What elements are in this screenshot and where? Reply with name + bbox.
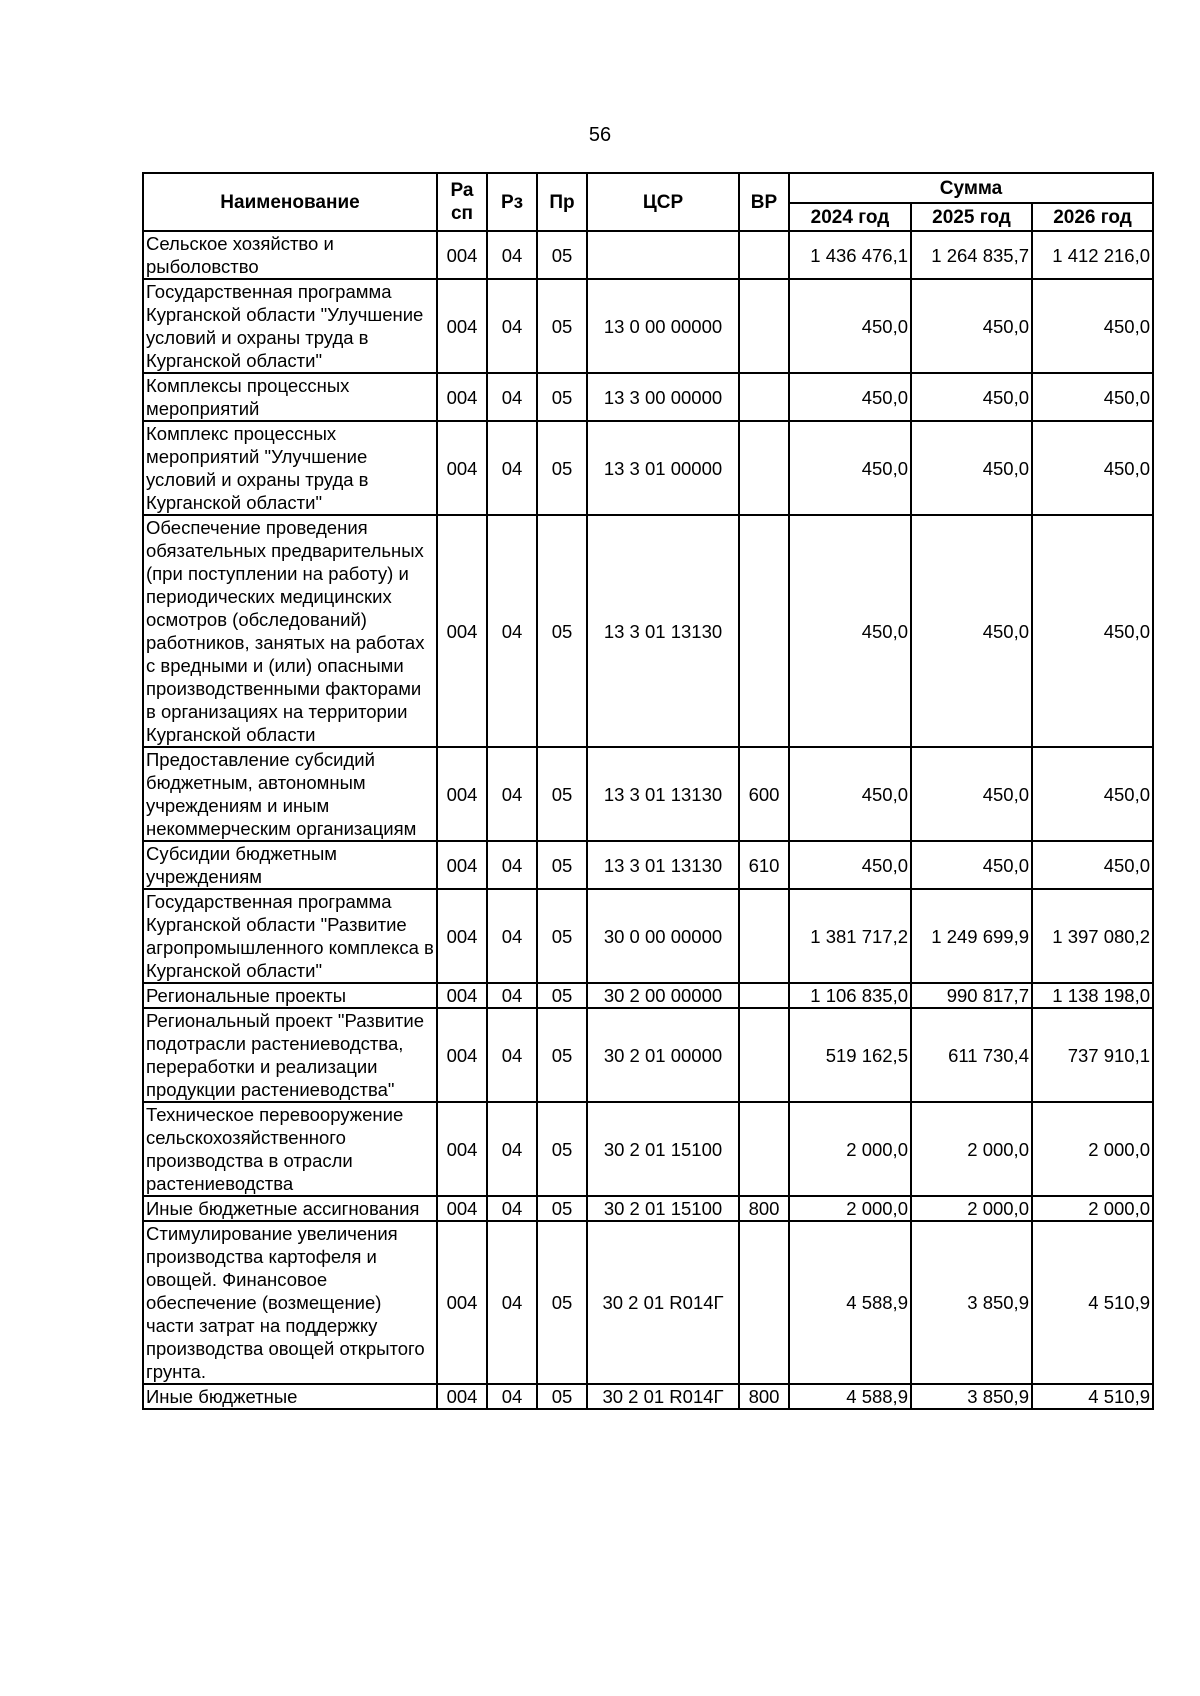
row-name: Стимулирование увеличения производства картофеля и овощей. Финансовое обеспечение (возмещение) части затрат на поддержку производства овощей открытого грунта.	[143, 1221, 437, 1384]
row-pr: 05	[537, 1008, 587, 1102]
header-2025: 2025 год	[911, 203, 1032, 231]
row-vr	[739, 279, 789, 373]
row-pr: 05	[537, 421, 587, 515]
row-sum-2026: 2 000,0	[1032, 1102, 1153, 1196]
row-sum-2024: 450,0	[789, 515, 911, 747]
row-csr: 30 2 01 15100	[587, 1102, 739, 1196]
row-vr: 610	[739, 841, 789, 889]
row-rasp: 004	[437, 1008, 487, 1102]
table-row	[143, 373, 1153, 421]
row-csr: 30 2 01 00000	[587, 1008, 739, 1102]
row-rasp: 004	[437, 889, 487, 983]
header-csr: ЦСР	[587, 173, 739, 231]
header-rasp: Ра сп	[437, 173, 487, 231]
row-sum-2024: 450,0	[789, 841, 911, 889]
row-rz: 04	[487, 747, 537, 841]
row-sum-2026: 4 510,9	[1032, 1221, 1153, 1384]
row-sum-2026: 450,0	[1032, 279, 1153, 373]
table-row	[143, 889, 1153, 983]
row-pr: 05	[537, 983, 587, 1008]
row-pr: 05	[537, 1384, 587, 1409]
row-rasp: 004	[437, 1196, 487, 1221]
row-name: Иные бюджетные	[143, 1384, 437, 1409]
row-rz: 04	[487, 1196, 537, 1221]
row-vr	[739, 421, 789, 515]
row-vr	[739, 889, 789, 983]
row-csr: 30 0 00 00000	[587, 889, 739, 983]
row-csr: 30 2 01 R014Г	[587, 1221, 739, 1384]
table-row	[143, 841, 1153, 889]
row-pr: 05	[537, 515, 587, 747]
row-sum-2025: 450,0	[911, 841, 1032, 889]
header-name: Наименование	[143, 173, 437, 231]
row-sum-2025: 1 264 835,7	[911, 231, 1032, 279]
row-csr: 30 2 00 00000	[587, 983, 739, 1008]
row-name: Иные бюджетные ассигнования	[143, 1196, 437, 1221]
row-sum-2024: 2 000,0	[789, 1102, 911, 1196]
row-sum-2026: 1 412 216,0	[1032, 231, 1153, 279]
row-rz: 04	[487, 1384, 537, 1409]
row-rasp: 004	[437, 421, 487, 515]
row-sum-2025: 450,0	[911, 373, 1032, 421]
row-sum-2024: 450,0	[789, 279, 911, 373]
row-csr: 13 3 00 00000	[587, 373, 739, 421]
row-pr: 05	[537, 231, 587, 279]
row-rz: 04	[487, 1102, 537, 1196]
table-row	[143, 1384, 1153, 1409]
row-sum-2025: 1 249 699,9	[911, 889, 1032, 983]
row-sum-2026: 450,0	[1032, 515, 1153, 747]
row-sum-2024: 1 436 476,1	[789, 231, 911, 279]
row-pr: 05	[537, 1102, 587, 1196]
row-csr: 13 0 00 00000	[587, 279, 739, 373]
row-name: Техническое перевооружение сельскохозяйственного производства в отрасли растениеводства	[143, 1102, 437, 1196]
row-pr: 05	[537, 373, 587, 421]
row-csr: 30 2 01 15100	[587, 1196, 739, 1221]
row-name: Государственная программа Курганской области "Развитие агропромышленного комплекса в Курганской области"	[143, 889, 437, 983]
table-row	[143, 1196, 1153, 1221]
row-pr: 05	[537, 747, 587, 841]
row-vr	[739, 1102, 789, 1196]
row-sum-2024: 1 381 717,2	[789, 889, 911, 983]
row-csr: 13 3 01 00000	[587, 421, 739, 515]
row-rz: 04	[487, 515, 537, 747]
header-2024: 2024 год	[789, 203, 911, 231]
budget-table	[142, 172, 1154, 1410]
row-vr: 800	[739, 1196, 789, 1221]
row-csr	[587, 231, 739, 279]
row-name: Региональные проекты	[143, 983, 437, 1008]
row-sum-2024: 519 162,5	[789, 1008, 911, 1102]
row-sum-2025: 450,0	[911, 515, 1032, 747]
header-vr: ВР	[739, 173, 789, 231]
header-2026: 2026 год	[1032, 203, 1153, 231]
header-rz: Рз	[487, 173, 537, 231]
table-row	[143, 1008, 1153, 1102]
header-sum: Сумма	[789, 173, 1153, 203]
row-sum-2024: 4 588,9	[789, 1221, 911, 1384]
row-pr: 05	[537, 279, 587, 373]
table-row	[143, 515, 1153, 747]
row-rz: 04	[487, 983, 537, 1008]
row-pr: 05	[537, 841, 587, 889]
table-row	[143, 1221, 1153, 1384]
row-rasp: 004	[437, 1221, 487, 1384]
row-sum-2026: 450,0	[1032, 747, 1153, 841]
row-rasp: 004	[437, 841, 487, 889]
table-row	[143, 279, 1153, 373]
row-name: Региональный проект "Развитие подотрасли растениеводства, переработки и реализации продукции растениеводства"	[143, 1008, 437, 1102]
row-rasp: 004	[437, 231, 487, 279]
row-sum-2026: 450,0	[1032, 841, 1153, 889]
row-name: Обеспечение проведения обязательных предварительных (при поступлении на работу) и периодических медицинских осмотров (обследований) работников, занятых на работах с вредными и (или) опасными производственными факторами в организациях на территории Курганской области	[143, 515, 437, 747]
row-rasp: 004	[437, 983, 487, 1008]
row-sum-2026: 2 000,0	[1032, 1196, 1153, 1221]
row-sum-2026: 450,0	[1032, 373, 1153, 421]
row-vr	[739, 231, 789, 279]
row-name: Государственная программа Курганской области "Улучшение условий и охраны труда в Курганской области"	[143, 279, 437, 373]
row-sum-2024: 450,0	[789, 373, 911, 421]
row-name: Сельское хозяйство и рыболовство	[143, 231, 437, 279]
table-row	[143, 421, 1153, 515]
row-vr	[739, 1221, 789, 1384]
row-sum-2025: 3 850,9	[911, 1221, 1032, 1384]
table-row	[143, 747, 1153, 841]
row-rasp: 004	[437, 515, 487, 747]
row-sum-2024: 1 106 835,0	[789, 983, 911, 1008]
row-rz: 04	[487, 421, 537, 515]
row-rasp: 004	[437, 747, 487, 841]
row-name: Комплексы процессных мероприятий	[143, 373, 437, 421]
table-row	[143, 231, 1153, 279]
row-sum-2025: 450,0	[911, 279, 1032, 373]
row-pr: 05	[537, 1196, 587, 1221]
row-rasp: 004	[437, 1384, 487, 1409]
row-sum-2025: 611 730,4	[911, 1008, 1032, 1102]
row-sum-2026: 1 397 080,2	[1032, 889, 1153, 983]
row-rz: 04	[487, 841, 537, 889]
row-sum-2025: 2 000,0	[911, 1196, 1032, 1221]
row-rasp: 004	[437, 279, 487, 373]
row-vr	[739, 983, 789, 1008]
row-sum-2025: 990 817,7	[911, 983, 1032, 1008]
row-sum-2026: 450,0	[1032, 421, 1153, 515]
row-sum-2026: 737 910,1	[1032, 1008, 1153, 1102]
row-rz: 04	[487, 889, 537, 983]
row-rasp: 004	[437, 373, 487, 421]
row-name: Субсидии бюджетным учреждениям	[143, 841, 437, 889]
row-sum-2024: 450,0	[789, 747, 911, 841]
row-sum-2024: 450,0	[789, 421, 911, 515]
row-pr: 05	[537, 889, 587, 983]
row-rasp: 004	[437, 1102, 487, 1196]
row-sum-2024: 2 000,0	[789, 1196, 911, 1221]
row-csr: 13 3 01 13130	[587, 747, 739, 841]
table-row	[143, 983, 1153, 1008]
row-name: Комплекс процессных мероприятий "Улучшение условий и охраны труда в Курганской области"	[143, 421, 437, 515]
row-vr: 800	[739, 1384, 789, 1409]
row-sum-2025: 3 850,9	[911, 1384, 1032, 1409]
row-rz: 04	[487, 231, 537, 279]
row-sum-2025: 450,0	[911, 421, 1032, 515]
row-name: Предоставление субсидий бюджетным, автономным учреждениям и иным некоммерческим организациям	[143, 747, 437, 841]
row-vr	[739, 373, 789, 421]
row-rz: 04	[487, 373, 537, 421]
row-sum-2026: 1 138 198,0	[1032, 983, 1153, 1008]
row-csr: 13 3 01 13130	[587, 841, 739, 889]
row-sum-2024: 4 588,9	[789, 1384, 911, 1409]
table-row	[143, 1102, 1153, 1196]
row-vr	[739, 1008, 789, 1102]
row-rz: 04	[487, 1008, 537, 1102]
row-sum-2025: 450,0	[911, 747, 1032, 841]
header-pr: Пр	[537, 173, 587, 231]
row-csr: 30 2 01 R014Г	[587, 1384, 739, 1409]
row-sum-2026: 4 510,9	[1032, 1384, 1153, 1409]
row-rz: 04	[487, 1221, 537, 1384]
row-rz: 04	[487, 279, 537, 373]
row-csr: 13 3 01 13130	[587, 515, 739, 747]
page-number: 56	[588, 124, 612, 146]
row-pr: 05	[537, 1221, 587, 1384]
row-sum-2025: 2 000,0	[911, 1102, 1032, 1196]
row-vr	[739, 515, 789, 747]
row-vr: 600	[739, 747, 789, 841]
